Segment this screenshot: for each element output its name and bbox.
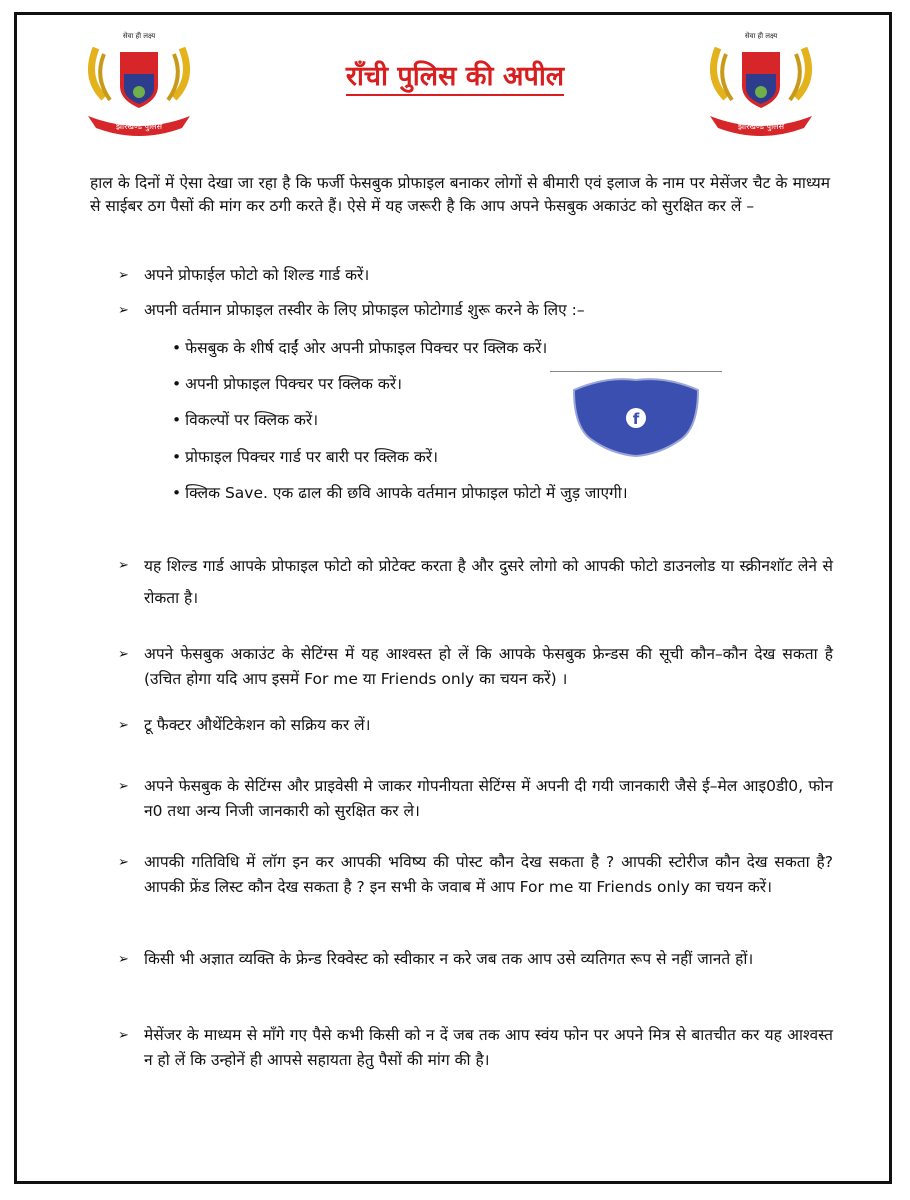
step-text: क्लिक Save. एक ढाल की छवि आपके वर्तमान प्रोफाइल फोटो में जुड़ जाएगी। [185, 484, 628, 502]
bullet-text: अपनी वर्तमान प्रोफाइल तस्वीर के लिए प्रोफाइल फोटोगार्ड शुरू करने के लिए :– [144, 301, 585, 319]
arrow-bullet-icon: ➢ [118, 952, 129, 967]
page-title-text: राँची पुलिस की अपील [346, 61, 564, 96]
bullet-item [118, 713, 833, 738]
bullet-text: यह शिल्ड गार्ड आपके प्रोफाइल फोटो को प्रोटेक्ट करता है और दुसरे लोगो को आपकी फोटो डाउनलोड या स्क्रीनशॉट लेने से रोकता है। [144, 557, 833, 607]
step-item [172, 373, 402, 395]
intro-paragraph: हाल के दिनों में ऐसा देखा जा रहा है कि फर्जी फेसबुक प्रोफाइल बनाकर लोगों से बीमारी एवं इलाज के नाम पर मेसेंजर चैट के माध्यम से साईबर ठग पैसों की मांग कर ठगी करते हैं। ऐसे में यह जरूरी है कि आप अपने फेसबुक अकाउंट को सुरक्षित कर लें – [90, 174, 830, 215]
dot-bullet-icon: • [172, 339, 182, 357]
step-text: फेसबुक के शीर्ष दाईं ओर अपनी प्रोफाइल पिक्चर पर क्लिक करें। [185, 339, 548, 357]
bullet-item [118, 774, 833, 824]
bullet-item [118, 298, 833, 323]
dot-bullet-icon: • [172, 375, 182, 393]
svg-text:सेवा ही लक्ष्य: सेवा ही लक्ष्य [122, 32, 156, 40]
bullet-text: अपने फेसबुक के सेटिंग्स और प्राइवेसी मे जाकर गोपनीयता सेटिंग्स में अपनी दी गयी जानकारी जैसे ई–मेल आइ0डी0, फोन न0 तथा अन्य निजी जानकारी को सुरक्षित कर ले। [144, 777, 833, 820]
facebook-shield-icon [550, 370, 722, 462]
bullet-text: किसी भी अज्ञात व्यक्ति के फ्रेन्ड रिक्वेस्ट को स्वीकार न करे जब तक आप उसे व्यतिगत रूप से नहीं जानते हों। [144, 950, 754, 968]
page-title [0, 56, 910, 93]
bullet-text: अपने प्रोफाईल फोटो को शिल्ड गार्ड करें। [144, 266, 370, 284]
bullet-item [118, 263, 833, 288]
arrow-bullet-icon: ➢ [118, 718, 129, 733]
arrow-bullet-icon: ➢ [118, 268, 129, 283]
dot-bullet-icon: • [172, 484, 182, 502]
step-text: प्रोफाइल पिक्चर गार्ड पर बारी पर क्लिक करें। [185, 448, 438, 466]
arrow-bullet-icon: ➢ [118, 779, 129, 794]
step-item [172, 337, 547, 359]
arrow-bullet-icon: ➢ [118, 647, 129, 662]
step-text: विकल्पों पर क्लिक करें। [185, 411, 319, 429]
step-item [172, 409, 318, 431]
bullet-item [118, 642, 833, 692]
bullet-item [118, 947, 833, 972]
arrow-bullet-icon: ➢ [118, 303, 129, 318]
bullet-item [118, 850, 833, 900]
bullet-text: मेसेंजर के माध्यम से माँगे गए पैसे कभी किसी को न दें जब तक आप स्वंय फोन पर अपने मित्र से बातचीत कर यह आश्वस्त न हो लें कि उन्होनें ही आपसे सहायता हेतु पैसों की मांग की है। [144, 1026, 833, 1069]
bullet-text: अपने फेसबुक अकाउंट के सेटिंग्स में यह आश्वस्त हो लें कि आपके फेसबुक फ्रेन्डस की सूची कौन–कौन देख सकता है (उचित होगा यदि आप इसमें For me या Friends only का चयन करें) । [144, 645, 833, 688]
arrow-bullet-icon: ➢ [118, 855, 129, 870]
bullet-text: आपकी गतिविधि में लॉग इन कर आपकी भविष्य की पोस्ट कौन देख सकता है ? आपकी स्टोरीज कौन देख सकता है? आपकी फ्रेंड लिस्ट कौन देख सकता है ? इन सभी के जवाब में आप For me या Friends only का चयन करें। [144, 853, 833, 896]
facebook-f-glyph: f [632, 410, 640, 428]
dot-bullet-icon: • [172, 448, 182, 466]
step-text: अपनी प्रोफाइल पिक्चर पर क्लिक करें। [185, 375, 403, 393]
dot-bullet-icon: • [172, 411, 182, 429]
svg-text:झारखण्ड पुलिस: झारखण्ड पुलिस [737, 122, 785, 131]
svg-text:झारखण्ड पुलिस: झारखण्ड पुलिस [115, 122, 163, 131]
svg-text:सेवा ही लक्ष्य: सेवा ही लक्ष्य [744, 32, 778, 40]
step-item [172, 482, 628, 504]
arrow-bullet-icon: ➢ [118, 1028, 129, 1043]
step-item [172, 446, 438, 468]
bullet-item [118, 550, 833, 614]
arrow-bullet-icon: ➢ [118, 558, 129, 573]
bullet-item [118, 1023, 833, 1073]
bullet-text: टू फैक्टर औथेंटिकेशन को सक्रिय कर लें। [144, 716, 371, 734]
